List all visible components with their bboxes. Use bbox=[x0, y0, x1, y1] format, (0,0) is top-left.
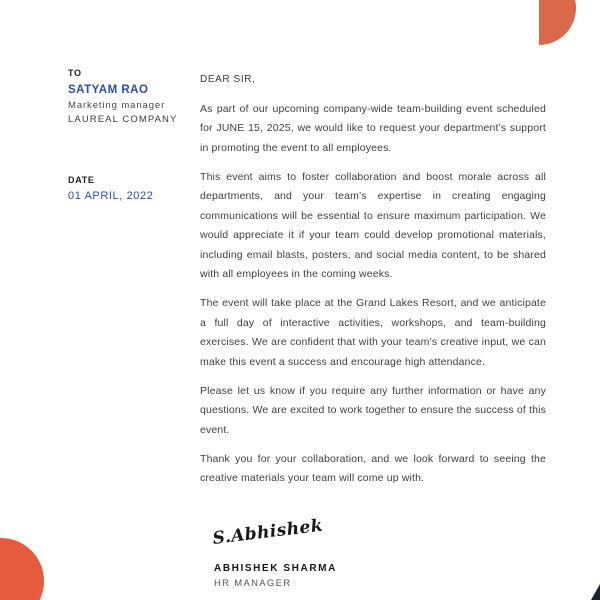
signer-title: HR MANAGER bbox=[214, 577, 292, 589]
letter-body bbox=[200, 70, 546, 589]
date-value: 01 APRIL, 2022 bbox=[68, 190, 154, 202]
letter-paragraph: The event will take place at the Grand Lakes Resort, and we anticipate a full day of interactive activities, workshops, and team-building exercises. We are confident that with your team’s creative input, we can make this event a success and encourage high attendance. bbox=[200, 297, 546, 368]
decorative-half-circle-top-right bbox=[539, 0, 576, 45]
decorative-circle-bottom-left bbox=[0, 538, 44, 600]
recipient-label: TO bbox=[68, 68, 82, 78]
recipient-company: LAUREAL COMPANY bbox=[68, 114, 178, 125]
letter-paragraph: As part of our upcoming company-wide team-building event scheduled for JUNE 15, 2025, we would like to request your department’s support in promoting the event to all employees. bbox=[200, 102, 546, 154]
signature-block bbox=[200, 515, 546, 589]
letter-paragraph: This event aims to foster collaboration and boost morale across all departments, and your team’s expertise in creating engaging communications will be essential to ensure maximum participation. We would appreciate it if your team could develop promotional materials, including email blasts, posters, and social media content, to be shared with all employees in the coming weeks. bbox=[200, 170, 546, 280]
letter-paragraph: Thank you for your collaboration, and we look forward to seeing the creative materials your team will come up with. bbox=[200, 452, 546, 484]
decorative-triangle-bottom-right bbox=[591, 584, 600, 600]
letter-sidebar bbox=[68, 68, 190, 202]
date-label: DATE bbox=[68, 175, 95, 185]
recipient-role: Marketing manager bbox=[68, 100, 166, 111]
date-block bbox=[68, 175, 190, 202]
recipient-name: SATYAM RAO bbox=[68, 84, 149, 96]
salutation: DEAR SIR, bbox=[200, 74, 256, 85]
signer-name: ABHISHEK SHARMA bbox=[214, 562, 337, 574]
letter-paragraph: Please let us know if you require any further information or have any questions. We are excited to work together to ensure the success of this event. bbox=[200, 384, 546, 436]
handwritten-signature: S.Abhishek bbox=[211, 515, 325, 549]
